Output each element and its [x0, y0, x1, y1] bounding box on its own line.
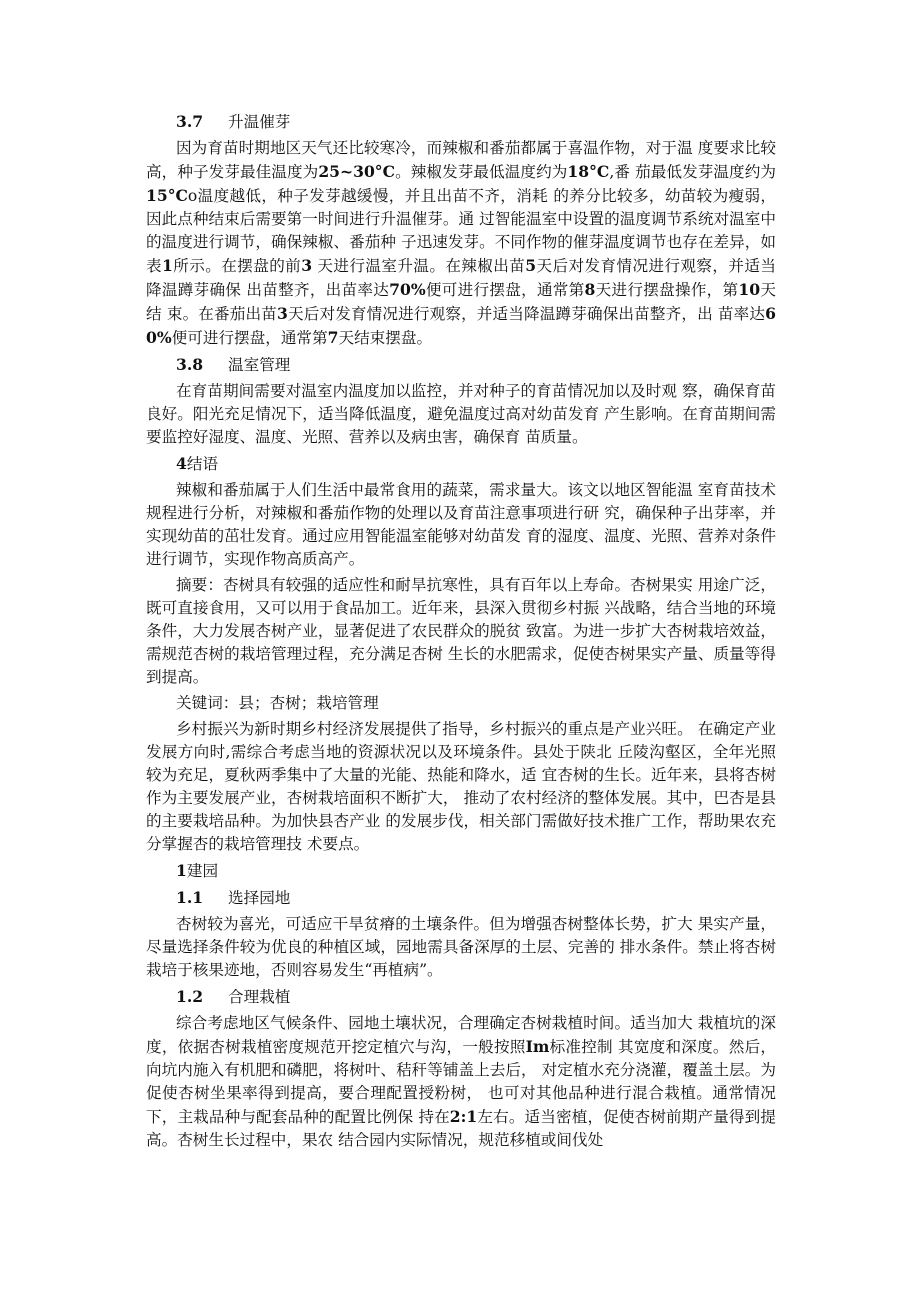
- section-heading-1-2: [146, 985, 776, 1009]
- document-body: [146, 108, 776, 1155]
- abstract: 摘要：杏树具有较强的适应性和耐旱抗寒性，具有百年以上寿命。杏树果实 用途广泛，既可直接食用，又可以用于食品加工。近年来，县深入贯彻乡村振 兴战略，结合当地的环境条件，大力发展杏树产业，显著促进了农民群众的脱贫 致富。为进一步扩大杏树栽培效益，需规范杏树的栽培管理过程，充分满足杏树 生长的水肥需求，促使杏树果实产量、质量等得到提高。: [146, 576, 776, 686]
- paragraph-3-7: 因为育苗时期地区天气还比较寒冷，而辣椒和番茄都属于喜温作物，对于温 度要求比较高，种子发芽最佳温度为25~30°C。辣椒发芽最低温度约为18°C,番 茄最低发芽温度约为15°Co温度越低，种子发芽越缓慢，并且出苗不齐，消耗 的养分比较多，幼苗较为瘦弱，因此点种结束后需要第一时间进行升温催芽。通 过智能温室中设置的温度调节系统对温室中的温度进行调节，确保辣椒、番茄种 子迅速发芽。不同作物的催芽温度调节也存在差异，如表1所示。在摆盘的前3 天进行温室升温。在辣椒出苗5天后对发育情况进行观察，并适当降温蹲芽确保 出苗整齐，出苗率达70%便可进行摆盘，通常第8天进行摆盘操作，第10天结 束。在番茄出苗3天后对发育情况进行观察，并适当降温蹲芽确保出苗整齐，出 苗率达60%便可进行摆盘，通常第7天结束摆盘。: [146, 139, 776, 347]
- section-heading-3-8: [146, 353, 776, 377]
- section-heading-1: [146, 859, 776, 883]
- section-title: 合理栽植: [228, 988, 291, 1006]
- section-number: 3.7: [176, 112, 204, 131]
- paragraph-1-2: 综合考虑地区气候条件、园地土壤状况，合理确定杏树栽植时间。适当加大 栽植坑的深度，依据杏树栽植密度规范开挖定植穴与沟，一般按照Im标准控制 其宽度和深度。然后，向坑内施入有机肥和磷肥，将树叶、秸秆等铺盖上去后， 对定植水充分浇灌，覆盖土层。为促使杏树坐果率得到提高，要合理配置授粉树， 也可对其他品种进行混合栽植。通常情况下，主栽品种与配套品种的配置比例保 持在2:1左右。适当密植，促使杏树前期产量得到提高。杏树生长过程中，果农 结合园内实际情况，规范移植或间伐处: [146, 1014, 776, 1149]
- section-number: 1: [176, 861, 187, 880]
- section-heading-4: [146, 452, 776, 476]
- section-title: 建园: [186, 862, 219, 880]
- paragraph-conclusion: 辣椒和番茄属于人们生活中最常食用的蔬菜，需求量大。该文以地区智能温 室育苗技术规程进行分析，对辣椒和番茄作物的处理以及育苗注意事项进行研 究，确保种子出芽率，并实现幼苗的茁壮发育。通过应用智能温室能够对幼苗发 育的湿度、温度、光照、营养对条件进行调节，实现作物高质高产。: [146, 481, 776, 568]
- section-title: 温室管理: [228, 356, 291, 374]
- section-heading-1-1: [146, 886, 776, 910]
- section-title: 升温催芽: [228, 113, 291, 131]
- section-number: 3.8: [176, 355, 204, 374]
- section-title: 结语: [186, 455, 219, 473]
- section-number: 1.1: [176, 888, 204, 907]
- section-heading-3-7: [146, 110, 776, 134]
- paragraph-1-1: 杏树较为喜光，可适应干旱贫瘠的土壤条件。但为增强杏树整体长势，扩大 果实产量，尽量选择条件较为优良的种植区域，园地需具备深厚的土层、完善的 排水条件。禁止将杏树栽培于核果迹地，否则容易发生“再植病”。: [146, 915, 776, 979]
- section-title: 选择园地: [228, 889, 291, 907]
- paragraph-intro: 乡村振兴为新时期乡村经济发展提供了指导，乡村振兴的重点是产业兴旺。 在确定产业发展方向时,需综合考虑当地的资源状况以及环境条件。县处于陕北 丘陵沟壑区，全年光照较为充足，夏秋两季集中了大量的光能、热能和降水，适 宜杏树的生长。近年来，县将杏树作为主要发展产业，杏树栽培面积不断扩大， 推动了农村经济的整体发展。其中，巴杏是县的主要栽培品种。为加快县杏产业 的发展步伐，相关部门需做好技术推广工作，帮助果农充分掌握杏的栽培管理技 术要点。: [146, 720, 776, 853]
- paragraph-3-8: 在育苗期间需要对温室内温度加以监控，并对种子的育苗情况加以及时观 察，确保育苗良好。阳光充足情况下，适当降低温度，避免温度过高对幼苗发育 产生影响。在育苗期间需要监控好湿度、温度、光照、营养以及病虫害，确保育 苗质量。: [146, 382, 776, 446]
- section-number: 4: [176, 454, 187, 473]
- keywords: 关键词：县；杏树；栽培管理: [176, 694, 379, 712]
- section-number: 1.2: [176, 987, 204, 1006]
